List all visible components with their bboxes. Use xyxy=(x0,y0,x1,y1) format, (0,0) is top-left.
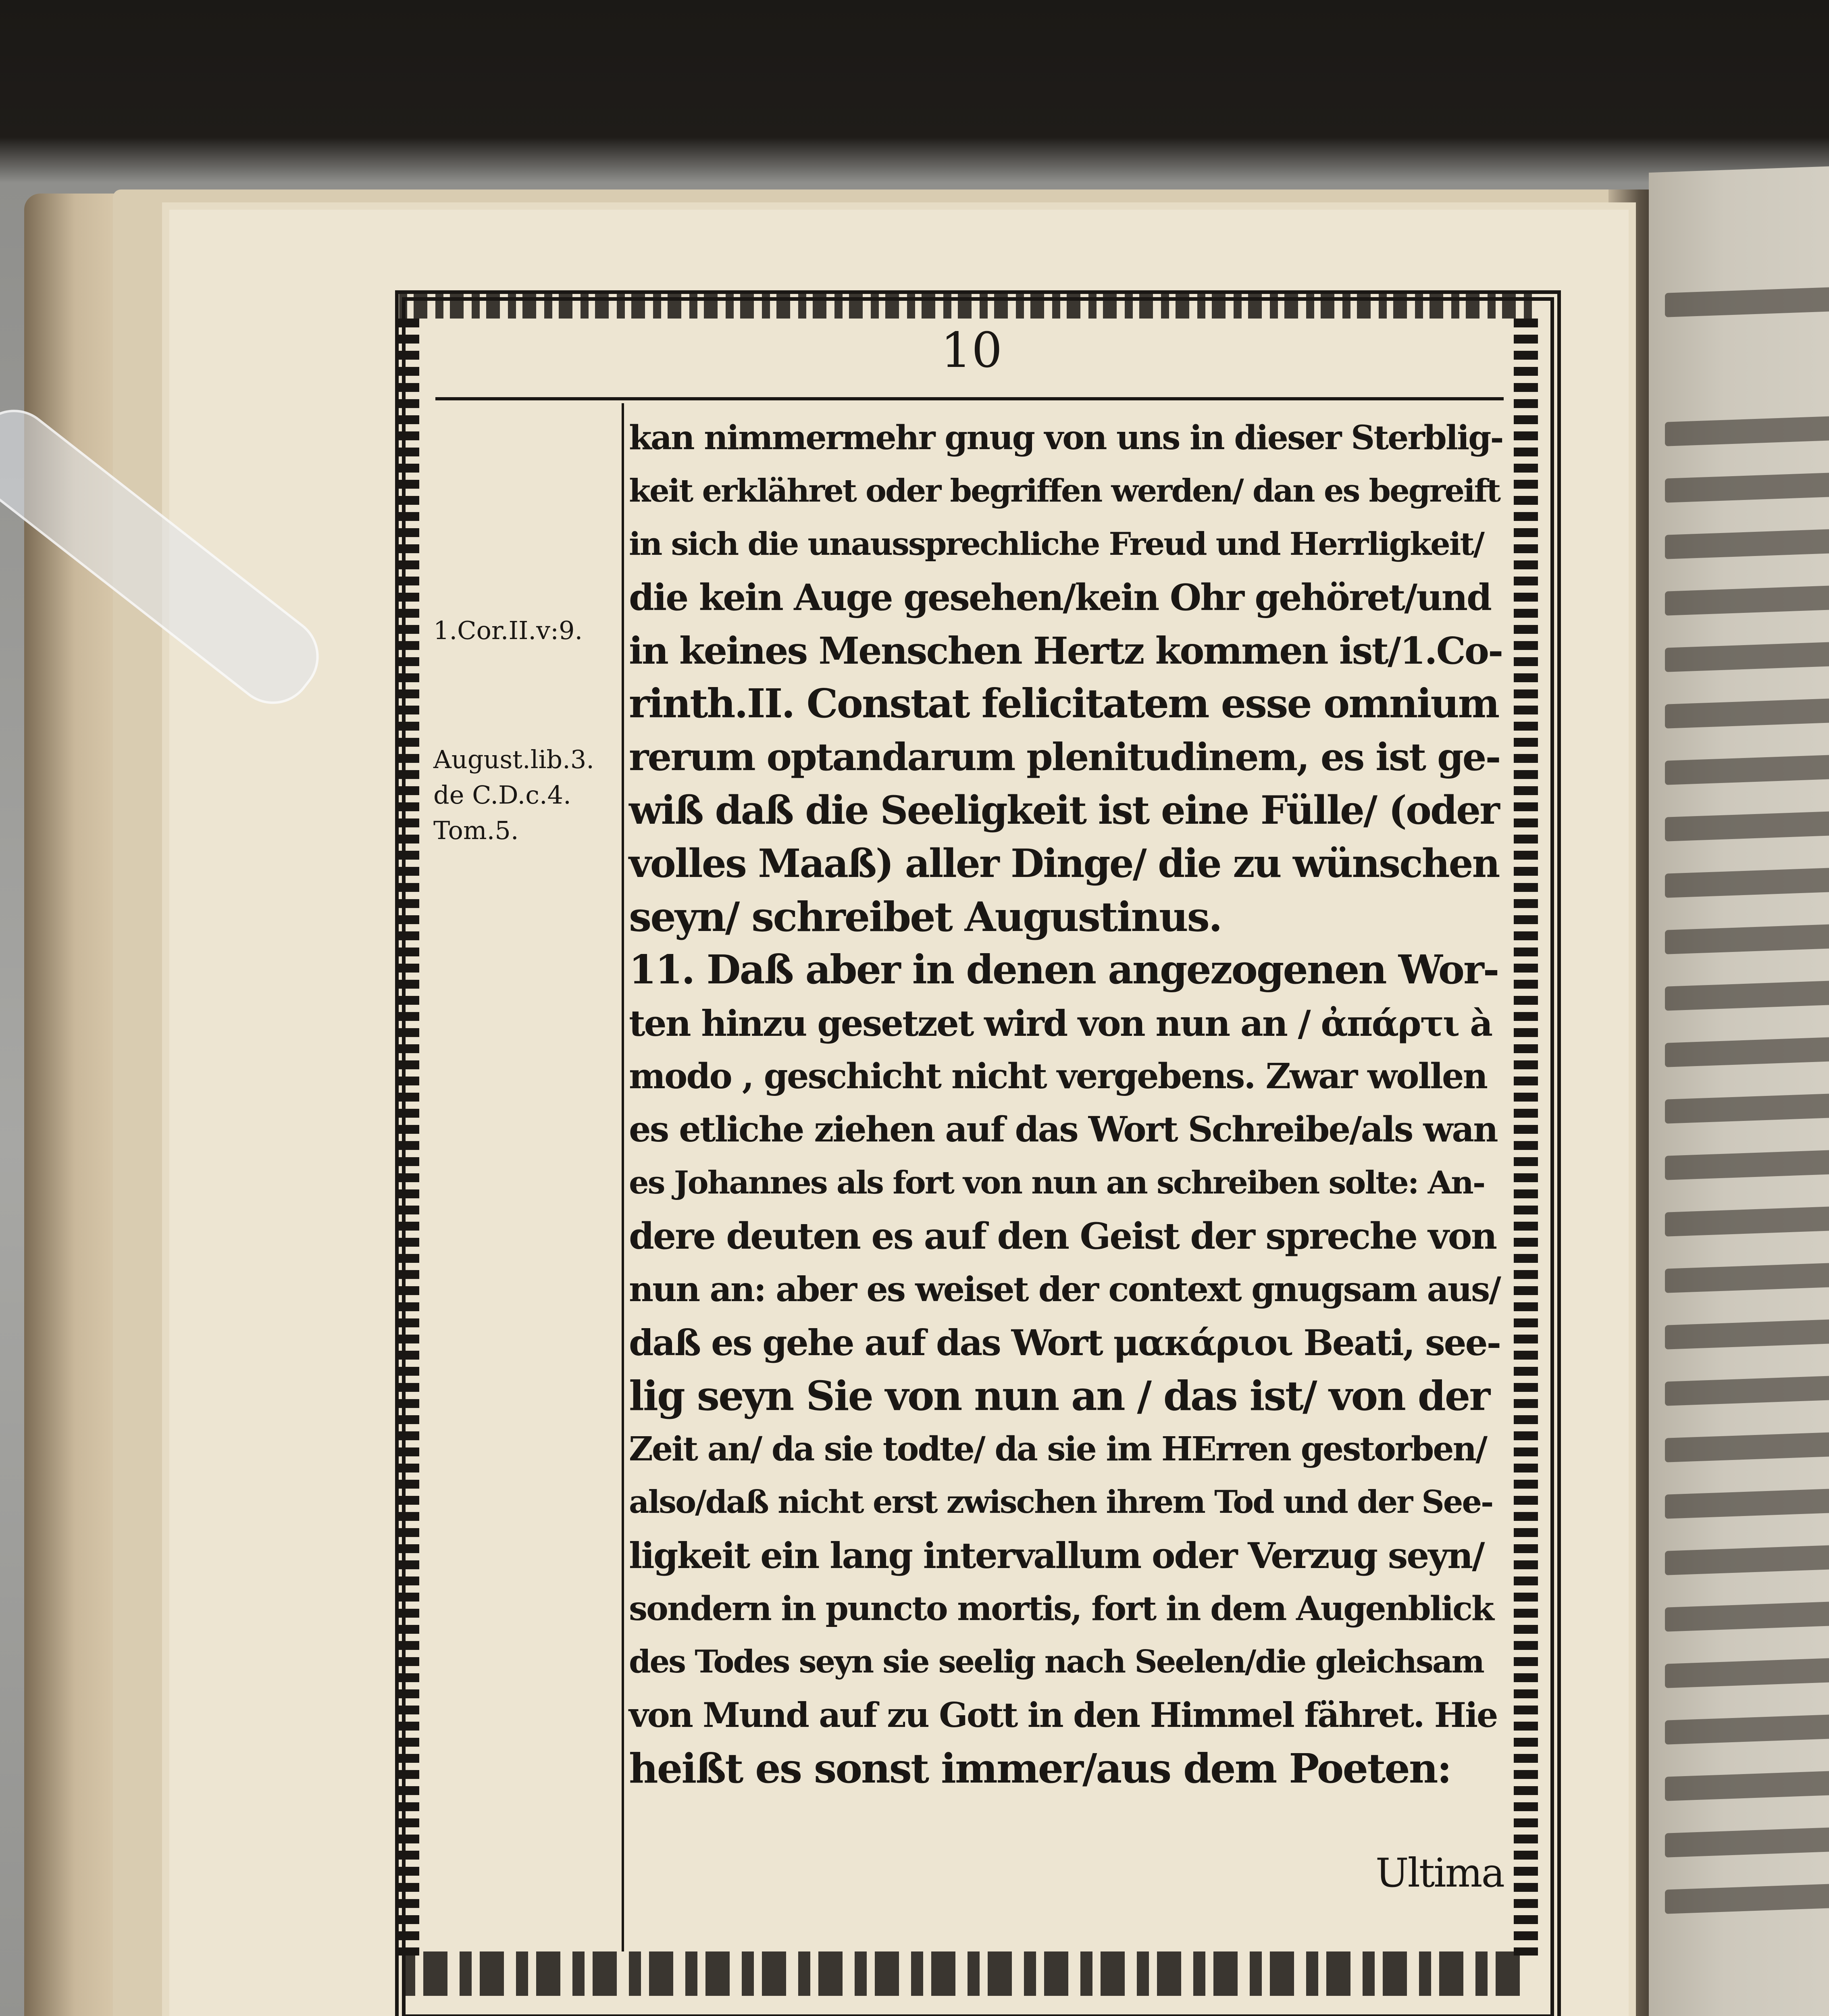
text-line: rerum optandarum plenitudinem, es ist ge- xyxy=(629,735,1500,779)
header-rule xyxy=(435,397,1504,400)
text-line: nun an: aber es weiset der context gnugsam aus/ xyxy=(629,1269,1500,1309)
text-line: kan nimmermehr gnug von uns in dieser Sterblig- xyxy=(629,419,1503,457)
text-line: ten hinzu gesetzet wird von nun an / ἀπάρτι à xyxy=(629,1002,1492,1044)
margin-note: August.lib.3. de C.D.c.4. Tom.5. xyxy=(433,745,594,845)
frame-left-ornament xyxy=(395,319,419,1956)
frame-top-ornament xyxy=(399,290,1536,319)
page-number: 10 xyxy=(941,323,1003,379)
text-line: es Johannes als fort von nun an schreiben solte: An- xyxy=(629,1164,1485,1201)
text-line: Zeit an/ da sie todte/ da sie im HErren gestorben/ xyxy=(629,1430,1487,1468)
text-line: von Mund auf zu Gott in den Himmel fähret. Hie xyxy=(629,1695,1497,1735)
facing-page xyxy=(1649,166,1829,2016)
margin-note: 1.Cor.II.v:9. xyxy=(433,616,583,645)
text-line: also/daß nicht erst zwischen ihrem Tod und der See- xyxy=(629,1484,1493,1520)
text-line: wiß daß die Seeligkeit ist eine Fülle/ (oder xyxy=(629,787,1499,833)
text-line: keit erklähret oder begriffen werden/ dan es begreift xyxy=(629,473,1500,509)
text-line: volles Maaß) aller Dinge/ die zu wünschen xyxy=(629,841,1499,886)
text-line: seyn/ schreibet Augustinus. xyxy=(629,893,1221,941)
text-line: in sich die unaussprechliche Freud und Herrligkeit/ xyxy=(629,526,1484,562)
text-line: modo , geschicht nicht vergebens. Zwar wollen xyxy=(629,1056,1487,1097)
text-line: lig seyn Sie von nun an / das ist/ von der xyxy=(629,1372,1490,1420)
frame-right-ornament xyxy=(1514,319,1538,1956)
text-line: es etliche ziehen auf das Wort Schreibe/als wan xyxy=(629,1109,1497,1150)
text-line: des Todes seyn sie seelig nach Seelen/die gleichsam xyxy=(629,1643,1484,1680)
text-line: ligkeit ein lang intervallum oder Verzug seyn/ xyxy=(629,1535,1484,1577)
text-line: heißt es sonst immer/aus dem Poeten: xyxy=(629,1745,1451,1792)
text-line: in keines Menschen Hertz kommen ist/1.Co- xyxy=(629,629,1502,673)
catchword: Ultima xyxy=(1375,1850,1504,1896)
text-line: rinth.II. Constat felicitatem esse omnium xyxy=(629,681,1499,727)
frame-bottom-ornament xyxy=(403,1951,1532,1996)
text-line: dere deuten es auf den Geist der spreche von xyxy=(629,1215,1496,1258)
text-line: 11. Daß aber in denen angezogenen Wor- xyxy=(629,947,1498,993)
text-line: sondern in puncto mortis, fort in dem Augenblick xyxy=(629,1589,1493,1628)
text-line: daß es gehe auf das Wort μακάριοι Beati, see- xyxy=(629,1322,1500,1364)
text-line: die kein Auge gesehen/kein Ohr gehöret/und xyxy=(629,576,1491,619)
